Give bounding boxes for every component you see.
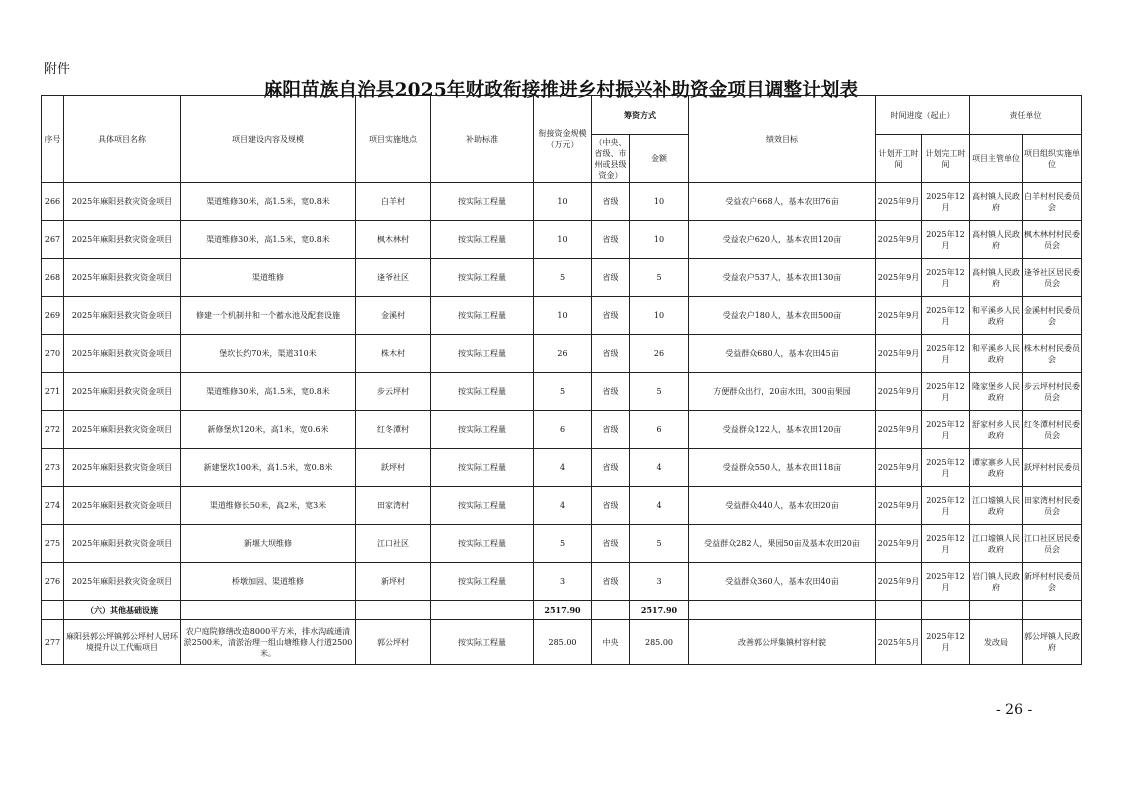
cell-name: 2025年麻阳县救灾资金项目 [64,487,181,525]
cell-standard: 按实际工程量 [431,259,534,297]
cell-content: 渠道维修30米，高1.5米，宽0.8米 [181,373,356,411]
cell-standard: 按实际工程量 [431,487,534,525]
subtotal-seq [42,601,64,620]
cell-standard: 按实际工程量 [431,449,534,487]
cell-amount: 4 [630,449,689,487]
cell-end: 2025年12月 [922,183,970,221]
cell-content: 新建堡坎100米，高1.5米，宽0.8米 [181,449,356,487]
header-name: 具体项目名称 [64,96,181,183]
cell-scale: 5 [534,373,592,411]
cell-target: 受益农户537人，基本农田130亩 [689,259,876,297]
cell-seq: 276 [42,563,64,601]
cell-source: 省级 [592,259,630,297]
cell-source: 省级 [592,373,630,411]
cell-dept: 和平溪乡人民政府 [970,335,1023,373]
table-row-267 [42,221,1082,259]
cell-name: 2025年麻阳县救灾资金项目 [64,259,181,297]
cell-target: 改善郭公坪集镇村容村貌 [689,620,876,665]
subtotal-row [42,601,1082,620]
cell-location: 株木村 [356,335,431,373]
table-row-272 [42,411,1082,449]
cell-seq: 271 [42,373,64,411]
table-body [42,183,1082,601]
cell-end: 2025年12月 [922,373,970,411]
subtotal-source [592,601,630,620]
cell-dept: 隆家堡乡人民政府 [970,373,1023,411]
cell-seq: 268 [42,259,64,297]
attachment-label: 附件 [44,62,71,77]
cell-org: 白羊村村民委员会 [1023,183,1082,221]
cell-end: 2025年12月 [922,335,970,373]
cell-dept: 发改局 [970,620,1023,665]
cell-content: 修建一个机制井和一个蓄水池及配套设施 [181,297,356,335]
cell-amount: 5 [630,373,689,411]
table-row-275 [42,525,1082,563]
cell-org: 红冬潭村村民委员会 [1023,411,1082,449]
cell-start: 2025年5月 [876,620,922,665]
cell-dept: 高村镇人民政府 [970,259,1023,297]
cell-scale: 6 [534,411,592,449]
cell-dept: 江口墟镇人民政府 [970,487,1023,525]
table-row-270 [42,335,1082,373]
cell-seq: 273 [42,449,64,487]
cell-target: 受益群众680人，基本农田45亩 [689,335,876,373]
cell-name: 2025年麻阳县救灾资金项目 [64,449,181,487]
cell-scale: 4 [534,487,592,525]
subtotal-end [922,601,970,620]
cell-scale: 10 [534,297,592,335]
cell-end: 2025年12月 [922,449,970,487]
cell-target: 受益农户620人，基本农田120亩 [689,221,876,259]
cell-scale: 26 [534,335,592,373]
cell-content: 渠道维修30米，高1.5米，宽0.8米 [181,221,356,259]
cell-source: 省级 [592,487,630,525]
cell-location: 江口社区 [356,525,431,563]
cell-dept: 舒家村乡人民政府 [970,411,1023,449]
header-content: 项目建设内容及规模 [181,96,356,183]
cell-target: 受益群众282人，果园50亩及基本农田20亩 [689,525,876,563]
cell-start: 2025年9月 [876,449,922,487]
subtotal-standard [431,601,534,620]
cell-target: 受益群众440人，基本农田20亩 [689,487,876,525]
header-start: 计划开工时间 [876,135,922,183]
cell-end: 2025年12月 [922,259,970,297]
cell-start: 2025年9月 [876,335,922,373]
header-org: 项目组织实施单位 [1023,135,1082,183]
cell-standard: 按实际工程量 [431,335,534,373]
cell-source: 省级 [592,183,630,221]
cell-amount: 285.00 [630,620,689,665]
cell-source: 省级 [592,335,630,373]
cell-seq: 270 [42,335,64,373]
header-funding: 筹资方式 [592,96,689,135]
page-title: 麻阳苗族自治县2025年财政衔接推进乡村振兴补助资金项目调整计划表 [263,80,859,101]
header-source: （中央、省级、市州或县级资金） [592,135,630,183]
subtotal-content [181,601,356,620]
cell-start: 2025年9月 [876,183,922,221]
table-row-269 [42,297,1082,335]
cell-start: 2025年9月 [876,373,922,411]
cell-dept: 和平溪乡人民政府 [970,297,1023,335]
cell-amount: 10 [630,221,689,259]
cell-location: 红冬潭村 [356,411,431,449]
cell-content: 新堰大坝维修 [181,525,356,563]
cell-seq: 267 [42,221,64,259]
cell-name: 2025年麻阳县救灾资金项目 [64,335,181,373]
cell-target: 受益群众360人，基本农田40亩 [689,563,876,601]
cell-standard: 按实际工程量 [431,297,534,335]
cell-org: 田家湾村村民委员会 [1023,487,1082,525]
cell-name: 2025年麻阳县救灾资金项目 [64,183,181,221]
cell-seq: 269 [42,297,64,335]
header-seq: 序号 [42,96,64,183]
cell-scale: 5 [534,259,592,297]
cell-seq: 275 [42,525,64,563]
cell-target: 方便群众出行，20亩水田，300亩果园 [689,373,876,411]
cell-scale: 10 [534,221,592,259]
header-amount: 金额 [630,135,689,183]
cell-source: 省级 [592,221,630,259]
cell-org: 跃坪村村民委员 [1023,449,1082,487]
cell-target: 受益群众122人，基本农田120亩 [689,411,876,449]
cell-scale: 3 [534,563,592,601]
header-dept: 项目主管单位 [970,135,1023,183]
cell-name: 麻阳县郭公坪镇郭公坪村人居环境提升以工代赈项目 [64,620,181,665]
cell-standard: 按实际工程量 [431,221,534,259]
cell-target: 受益农户668人，基本农田76亩 [689,183,876,221]
table-row-274 [42,487,1082,525]
subtotal-scale: 2517.90 [534,601,592,620]
cell-seq: 277 [42,620,64,665]
cell-location: 逢爷社区 [356,259,431,297]
cell-content: 渠道维修30米，高1.5米，宽0.8米 [181,183,356,221]
header-scale: 衔接资金规模（万元） [534,96,592,183]
cell-name: 2025年麻阳县救灾资金项目 [64,297,181,335]
cell-location: 田家湾村 [356,487,431,525]
cell-standard: 按实际工程量 [431,373,534,411]
header-responsible: 责任单位 [970,96,1082,135]
cell-org: 金溪村村民委员会 [1023,297,1082,335]
cell-name: 2025年麻阳县救灾资金项目 [64,563,181,601]
cell-dept: 江口墟镇人民政府 [970,525,1023,563]
cell-content: 新修堡坎120米，高1米，宽0.6米 [181,411,356,449]
cell-source: 省级 [592,411,630,449]
cell-end: 2025年12月 [922,563,970,601]
cell-target: 受益农户180人，基本农田500亩 [689,297,876,335]
cell-end: 2025年12月 [922,525,970,563]
cell-dept: 岩门镇人民政府 [970,563,1023,601]
subtotal-start [876,601,922,620]
cell-seq: 266 [42,183,64,221]
cell-start: 2025年9月 [876,487,922,525]
subtotal-org [1023,601,1082,620]
table-row-268 [42,259,1082,297]
cell-name: 2025年麻阳县救灾资金项目 [64,525,181,563]
cell-end: 2025年12月 [922,221,970,259]
subtotal-dept [970,601,1023,620]
cell-name: 2025年麻阳县救灾资金项目 [64,373,181,411]
cell-standard: 按实际工程量 [431,563,534,601]
cell-amount: 5 [630,259,689,297]
cell-source: 中央 [592,620,630,665]
subtotal-target [689,601,876,620]
cell-end: 2025年12月 [922,411,970,449]
cell-org: 枫木林村村民委员会 [1023,221,1082,259]
header-row-1 [42,96,1082,135]
cell-dept: 谭家寨乡人民政府 [970,449,1023,487]
cell-location: 金溪村 [356,297,431,335]
table-row-273 [42,449,1082,487]
cell-dept: 高村镇人民政府 [970,183,1023,221]
cell-end: 2025年12月 [922,487,970,525]
header-end: 计划完工时间 [922,135,970,183]
cell-source: 省级 [592,563,630,601]
header-standard: 补助标准 [431,96,534,183]
cell-content: 农户庭院修缮改造8000平方米，排水沟疏通清淤2500米，清淤治理一组山塘维修人行道2500米。 [181,620,356,665]
cell-location: 步云坪村 [356,373,431,411]
cell-org: 逢爷社区居民委员会 [1023,259,1082,297]
subtotal-label: （六）其他基础设施 [64,601,181,620]
table-row-276 [42,563,1082,601]
cell-seq: 272 [42,411,64,449]
cell-org: 步云坪村村民委员会 [1023,373,1082,411]
cell-seq: 274 [42,487,64,525]
cell-dept: 高村镇人民政府 [970,221,1023,259]
cell-standard: 按实际工程量 [431,183,534,221]
cell-location: 枫木林村 [356,221,431,259]
table-row-277 [42,620,1082,665]
table-row-271 [42,373,1082,411]
cell-target: 受益群众550人，基本农田118亩 [689,449,876,487]
cell-standard: 按实际工程量 [431,411,534,449]
header-target: 绩效目标 [689,96,876,183]
cell-start: 2025年9月 [876,259,922,297]
cell-org: 株木村村民委员会 [1023,335,1082,373]
cell-end: 2025年12月 [922,297,970,335]
cell-end: 2025年12月 [922,620,970,665]
cell-source: 省级 [592,449,630,487]
cell-content: 渠道维修 [181,259,356,297]
project-table [41,95,1082,665]
cell-scale: 285.00 [534,620,592,665]
cell-amount: 4 [630,487,689,525]
cell-content: 桥墩加固、渠道维修 [181,563,356,601]
cell-amount: 5 [630,525,689,563]
cell-org: 新坪村村民委员会 [1023,563,1082,601]
cell-source: 省级 [592,297,630,335]
cell-org: 江口社区居民委员会 [1023,525,1082,563]
cell-scale: 4 [534,449,592,487]
cell-location: 郭公坪村 [356,620,431,665]
cell-source: 省级 [592,525,630,563]
cell-amount: 6 [630,411,689,449]
cell-name: 2025年麻阳县救灾资金项目 [64,221,181,259]
cell-content: 渠道维修长50米，高2米，宽3米 [181,487,356,525]
header-schedule: 时间进度（起止） [876,96,970,135]
cell-amount: 3 [630,563,689,601]
page-number: - 26 - [996,702,1033,718]
cell-scale: 10 [534,183,592,221]
subtotal-amount: 2517.90 [630,601,689,620]
cell-location: 跃坪村 [356,449,431,487]
subtotal-location [356,601,431,620]
cell-amount: 26 [630,335,689,373]
cell-location: 新坪村 [356,563,431,601]
cell-standard: 按实际工程量 [431,620,534,665]
table-row-266 [42,183,1082,221]
cell-start: 2025年9月 [876,563,922,601]
cell-amount: 10 [630,297,689,335]
cell-amount: 10 [630,183,689,221]
cell-name: 2025年麻阳县救灾资金项目 [64,411,181,449]
cell-location: 白羊村 [356,183,431,221]
cell-content: 堡坎长约70米，渠道310米 [181,335,356,373]
cell-start: 2025年9月 [876,411,922,449]
cell-scale: 5 [534,525,592,563]
cell-standard: 按实际工程量 [431,525,534,563]
cell-start: 2025年9月 [876,221,922,259]
cell-org: 郭公坪镇人民政府 [1023,620,1082,665]
header-location: 项目实施地点 [356,96,431,183]
cell-start: 2025年9月 [876,297,922,335]
cell-start: 2025年9月 [876,525,922,563]
